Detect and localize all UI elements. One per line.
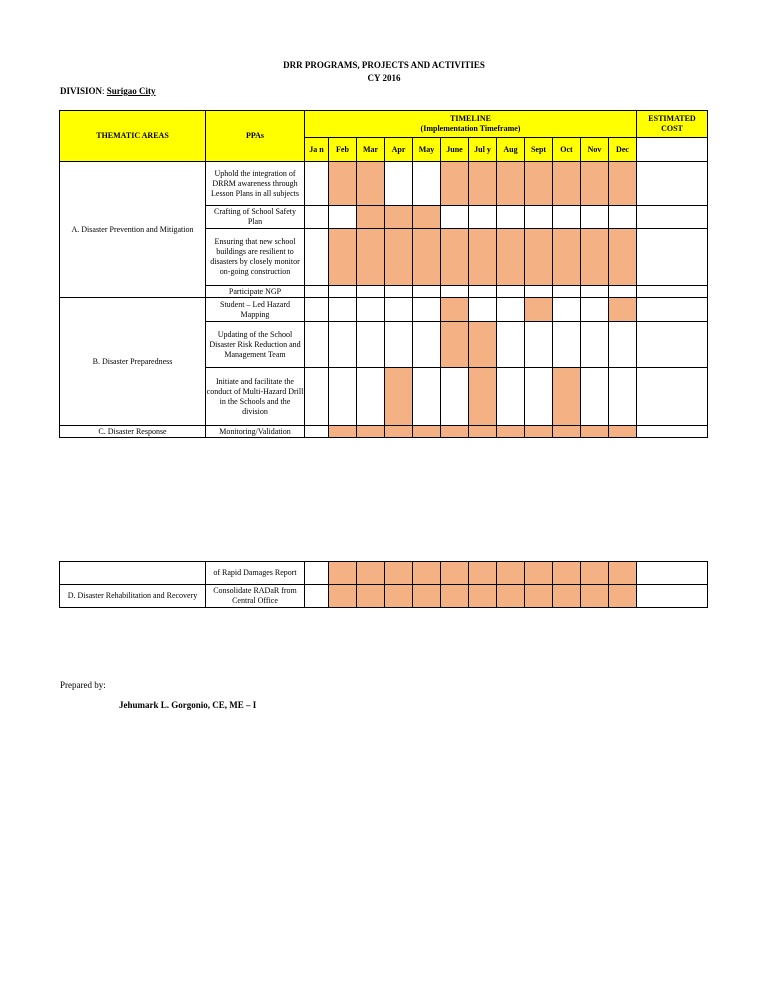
header-estimated-cost: ESTIMATED COST — [637, 111, 708, 138]
month-cell-empty — [525, 322, 553, 368]
month-cell-scheduled — [525, 562, 553, 585]
month-cell-empty — [609, 368, 637, 426]
month-header: Ja n — [305, 138, 329, 162]
month-cell-scheduled — [581, 585, 609, 608]
header-timeline — [305, 111, 637, 138]
month-cell-scheduled — [553, 426, 581, 438]
thematic-area-cell: D. Disaster Rehabilitation and Recovery — [60, 585, 206, 608]
document-title: DRR PROGRAMS, PROJECTS AND ACTIVITIES — [283, 60, 485, 70]
estimated-cost-cell — [637, 286, 708, 298]
estimated-cost-cell — [637, 298, 708, 322]
month-cell-empty — [329, 286, 357, 298]
header-thematic-areas: THEMATIC AREAS — [60, 111, 206, 162]
month-cell-empty — [609, 286, 637, 298]
month-cell-empty — [525, 368, 553, 426]
month-header: Apr — [385, 138, 413, 162]
estimated-cost-cell — [637, 206, 708, 229]
division-value: Surigao City — [106, 86, 156, 96]
month-cell-scheduled — [329, 426, 357, 438]
estimated-cost-cell — [637, 585, 708, 608]
month-cell-scheduled — [609, 562, 637, 585]
month-cell-empty — [497, 298, 525, 322]
month-cell-empty — [329, 298, 357, 322]
month-cell-empty — [497, 368, 525, 426]
month-cell-scheduled — [469, 562, 497, 585]
estimated-cost-cell — [637, 162, 708, 206]
month-cell-empty — [305, 298, 329, 322]
month-cell-scheduled — [413, 206, 441, 229]
month-cell-scheduled — [413, 426, 441, 438]
division-line: DIVISION: Surigao City — [60, 86, 156, 96]
month-cell-empty — [441, 286, 469, 298]
estimated-cost-cell — [637, 229, 708, 286]
month-cell-empty — [305, 585, 329, 608]
estimated-cost-cell — [637, 426, 708, 438]
month-cell-scheduled — [469, 426, 497, 438]
month-cell-scheduled — [553, 585, 581, 608]
month-cell-empty — [497, 286, 525, 298]
month-cell-empty — [609, 322, 637, 368]
cost-header-blank — [637, 138, 708, 162]
month-cell-scheduled — [553, 562, 581, 585]
month-cell-scheduled — [581, 426, 609, 438]
month-cell-scheduled — [497, 426, 525, 438]
month-cell-empty — [553, 206, 581, 229]
month-cell-empty — [329, 206, 357, 229]
month-cell-empty — [329, 322, 357, 368]
month-cell-empty — [609, 206, 637, 229]
estimated-cost-cell — [637, 562, 708, 585]
month-cell-scheduled — [441, 562, 469, 585]
month-cell-empty — [497, 322, 525, 368]
ppa-cell: Ensuring that new school buildings are resilient to disasters by closely monitor on-going construction — [206, 229, 305, 286]
month-cell-scheduled — [497, 229, 525, 286]
month-cell-empty — [305, 322, 329, 368]
ppa-cell: of Rapid Damages Report — [206, 562, 305, 585]
ppa-cell: Crafting of School Safety Plan — [206, 206, 305, 229]
month-cell-empty — [385, 162, 413, 206]
timeline-label: TIMELINE — [450, 114, 491, 123]
month-cell-empty — [413, 368, 441, 426]
month-cell-scheduled — [357, 585, 385, 608]
month-cell-scheduled — [385, 206, 413, 229]
table-row — [60, 298, 708, 322]
month-cell-scheduled — [413, 585, 441, 608]
month-cell-scheduled — [385, 426, 413, 438]
estimated-cost-cell — [637, 322, 708, 368]
month-cell-scheduled — [553, 368, 581, 426]
month-cell-scheduled — [553, 162, 581, 206]
month-cell-scheduled — [469, 322, 497, 368]
month-cell-scheduled — [497, 562, 525, 585]
month-cell-empty — [469, 298, 497, 322]
month-cell-scheduled — [329, 562, 357, 585]
month-cell-empty — [357, 298, 385, 322]
month-cell-empty — [581, 286, 609, 298]
month-cell-empty — [305, 286, 329, 298]
month-cell-empty — [329, 368, 357, 426]
thematic-area-cell-empty — [60, 562, 206, 585]
month-cell-scheduled — [441, 322, 469, 368]
month-cell-empty — [441, 368, 469, 426]
month-cell-empty — [525, 286, 553, 298]
timeframe-label: (Implementation Timeframe) — [420, 124, 521, 133]
month-header: Aug — [497, 138, 525, 162]
ppa-cell: Uphold the integration of DRRM awareness through Lesson Plans in all subjects — [206, 162, 305, 206]
month-cell-empty — [385, 298, 413, 322]
month-cell-empty — [469, 206, 497, 229]
month-cell-empty — [357, 286, 385, 298]
month-cell-empty — [581, 322, 609, 368]
month-cell-empty — [553, 322, 581, 368]
month-cell-scheduled — [329, 585, 357, 608]
month-cell-scheduled — [385, 229, 413, 286]
month-cell-empty — [581, 206, 609, 229]
month-cell-scheduled — [609, 426, 637, 438]
month-cell-scheduled — [609, 585, 637, 608]
month-cell-scheduled — [525, 585, 553, 608]
month-cell-scheduled — [553, 229, 581, 286]
month-cell-empty — [441, 206, 469, 229]
ppa-cell: Consolidate RADaR from Central Office — [206, 585, 305, 608]
ppa-cell: Participate NGP — [206, 286, 305, 298]
month-cell-empty — [305, 206, 329, 229]
month-cell-scheduled — [329, 229, 357, 286]
estimated-cost-cell — [637, 368, 708, 426]
month-cell-scheduled — [609, 298, 637, 322]
month-cell-scheduled — [525, 426, 553, 438]
month-header: Mar — [357, 138, 385, 162]
prepared-by-name: Jehumark L. Gorgonio, CE, ME – I — [119, 700, 257, 710]
month-cell-empty — [357, 368, 385, 426]
month-cell-empty — [553, 298, 581, 322]
month-header: June — [441, 138, 469, 162]
month-cell-empty — [469, 286, 497, 298]
table-row — [60, 585, 708, 608]
month-cell-empty — [413, 162, 441, 206]
month-cell-scheduled — [525, 298, 553, 322]
month-cell-scheduled — [609, 229, 637, 286]
header-ppas: PPAs — [206, 111, 305, 162]
month-cell-scheduled — [385, 585, 413, 608]
month-header: Sept — [525, 138, 553, 162]
month-cell-empty — [305, 162, 329, 206]
ppa-cell: Monitoring/Validation — [206, 426, 305, 438]
month-cell-empty — [413, 322, 441, 368]
month-cell-empty — [385, 286, 413, 298]
month-cell-empty — [497, 206, 525, 229]
month-cell-scheduled — [441, 162, 469, 206]
ppa-cell: Updating of the School Disaster Risk Reduction and Management Team — [206, 322, 305, 368]
month-header: May — [413, 138, 441, 162]
month-cell-scheduled — [357, 426, 385, 438]
schedule-table — [59, 110, 708, 438]
table-row — [60, 562, 708, 585]
month-cell-scheduled — [441, 426, 469, 438]
thematic-area-cell: A. Disaster Prevention and Mitigation — [60, 162, 206, 298]
month-cell-empty — [305, 426, 329, 438]
month-cell-scheduled — [497, 585, 525, 608]
ppa-cell: Initiate and facilitate the conduct of Multi-Hazard Drill in the Schools and the division — [206, 368, 305, 426]
month-cell-scheduled — [525, 229, 553, 286]
thematic-area-cell: C. Disaster Response — [60, 426, 206, 438]
thematic-area-cell: B. Disaster Preparedness — [60, 298, 206, 426]
month-header: Nov — [581, 138, 609, 162]
month-cell-scheduled — [469, 162, 497, 206]
month-header: Jul y — [469, 138, 497, 162]
month-cell-scheduled — [581, 229, 609, 286]
month-cell-scheduled — [441, 229, 469, 286]
month-cell-empty — [553, 286, 581, 298]
month-cell-scheduled — [357, 206, 385, 229]
month-cell-empty — [581, 298, 609, 322]
document-subtitle: CY 2016 — [367, 73, 401, 83]
month-cell-empty — [385, 322, 413, 368]
month-header: Feb — [329, 138, 357, 162]
month-cell-scheduled — [357, 162, 385, 206]
month-cell-empty — [305, 368, 329, 426]
month-header: Oct — [553, 138, 581, 162]
table-row — [60, 162, 708, 206]
month-cell-scheduled — [329, 162, 357, 206]
month-cell-scheduled — [413, 562, 441, 585]
month-cell-scheduled — [581, 562, 609, 585]
ppa-cell: Student – Led Hazard Mapping — [206, 298, 305, 322]
month-cell-scheduled — [357, 562, 385, 585]
schedule-table-continued — [59, 561, 708, 608]
division-label: DIVISION — [60, 86, 103, 96]
month-cell-empty — [413, 286, 441, 298]
month-cell-scheduled — [609, 162, 637, 206]
month-cell-scheduled — [469, 585, 497, 608]
month-cell-scheduled — [497, 162, 525, 206]
month-cell-empty — [305, 229, 329, 286]
prepared-by-label: Prepared by: — [60, 680, 106, 690]
month-cell-scheduled — [441, 585, 469, 608]
month-cell-scheduled — [581, 162, 609, 206]
month-header: Dec — [609, 138, 637, 162]
month-cell-scheduled — [441, 298, 469, 322]
month-cell-scheduled — [413, 229, 441, 286]
month-cell-empty — [581, 368, 609, 426]
month-cell-empty — [525, 206, 553, 229]
month-cell-empty — [357, 322, 385, 368]
month-cell-scheduled — [525, 162, 553, 206]
month-cell-empty — [413, 298, 441, 322]
month-cell-scheduled — [469, 368, 497, 426]
table-row — [60, 426, 708, 438]
month-cell-scheduled — [357, 229, 385, 286]
month-cell-scheduled — [469, 229, 497, 286]
month-cell-scheduled — [385, 562, 413, 585]
month-cell-empty — [305, 562, 329, 585]
month-cell-scheduled — [385, 368, 413, 426]
